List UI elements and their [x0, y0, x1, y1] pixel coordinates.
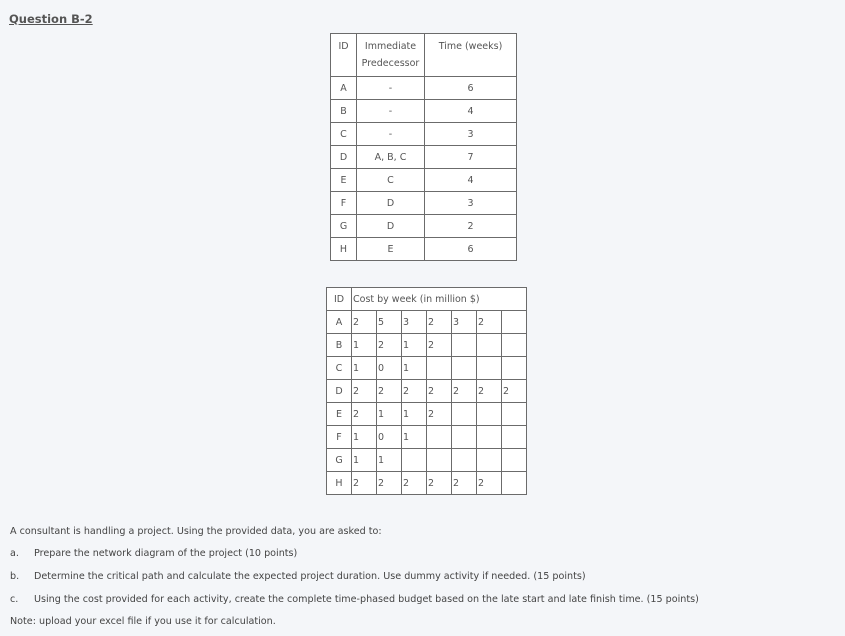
activity-id-cell: A	[331, 77, 357, 100]
cost-cell-week-5: 2	[452, 380, 477, 403]
cost-cell-week-7	[502, 403, 527, 426]
header-predecessor: Immediate Predecessor	[357, 34, 425, 77]
cost-cell-week-6	[477, 426, 502, 449]
activity-id-cell: E	[327, 403, 352, 426]
cost-cell-week-5	[452, 403, 477, 426]
cost-cell-week-2: 1	[377, 403, 402, 426]
predecessor-cell: A, B, C	[357, 146, 425, 169]
cost-cell-week-1: 1	[352, 357, 377, 380]
table-row	[331, 100, 517, 123]
predecessor-cell: D	[357, 192, 425, 215]
question-title: Question B-2	[9, 12, 93, 26]
predecessor-cell: D	[357, 215, 425, 238]
predecessor-cell: -	[357, 100, 425, 123]
cost-cell-week-7	[502, 472, 527, 495]
cost-cell-week-2: 2	[377, 472, 402, 495]
cost-cell-week-5	[452, 449, 477, 472]
time-cell: 2	[425, 215, 517, 238]
cost-cell-week-6	[477, 334, 502, 357]
cost-cell-week-6: 2	[477, 311, 502, 334]
cost-cell-week-3: 1	[402, 403, 427, 426]
table-row	[327, 311, 527, 334]
cost-cell-week-7: 2	[502, 380, 527, 403]
cost-cell-week-6	[477, 449, 502, 472]
activity-id-cell: C	[327, 357, 352, 380]
cost-cell-week-1: 1	[352, 426, 377, 449]
intro-text: A consultant is handling a project. Using the provided data, you are asked to:	[10, 526, 382, 537]
cost-cell-week-3: 3	[402, 311, 427, 334]
cost-cell-week-1: 2	[352, 403, 377, 426]
cost-cell-week-3: 2	[402, 380, 427, 403]
cost-cell-week-3: 2	[402, 472, 427, 495]
task-c-text: Using the cost provided for each activity, create the complete time-phased budget based on the late start and late finish time. (15 points)	[34, 594, 699, 605]
time-cell: 6	[425, 77, 517, 100]
table-row	[327, 426, 527, 449]
time-cell: 3	[425, 123, 517, 146]
cost-cell-week-6: 2	[477, 472, 502, 495]
table-row	[327, 380, 527, 403]
header-id: ID	[327, 288, 352, 311]
table-header-row	[331, 34, 517, 77]
task-b-text: Determine the critical path and calculate the expected project duration. Use dummy activity if needed. (15 points)	[34, 571, 586, 582]
cost-cell-week-2: 0	[377, 357, 402, 380]
predecessor-table	[330, 33, 517, 261]
time-cell: 3	[425, 192, 517, 215]
time-cell: 4	[425, 100, 517, 123]
cost-cell-week-6: 2	[477, 380, 502, 403]
activity-id-cell: F	[331, 192, 357, 215]
activity-id-cell: H	[327, 472, 352, 495]
cost-cell-week-3: 1	[402, 357, 427, 380]
activity-id-cell: E	[331, 169, 357, 192]
cost-cell-week-1: 2	[352, 472, 377, 495]
activity-id-cell: D	[327, 380, 352, 403]
cost-cell-week-3: 1	[402, 426, 427, 449]
cost-cell-week-2: 5	[377, 311, 402, 334]
activity-id-cell: F	[327, 426, 352, 449]
header-id: ID	[331, 34, 357, 77]
cost-cell-week-5	[452, 426, 477, 449]
cost-cell-week-4	[427, 357, 452, 380]
cost-cell-week-1: 1	[352, 449, 377, 472]
cost-cell-week-4: 2	[427, 380, 452, 403]
time-cell: 7	[425, 146, 517, 169]
cost-cell-week-5	[452, 357, 477, 380]
table-row	[327, 472, 527, 495]
table-row	[331, 123, 517, 146]
task-b-label: b.	[10, 571, 20, 582]
activity-id-cell: A	[327, 311, 352, 334]
table-row	[331, 192, 517, 215]
table-row	[331, 77, 517, 100]
task-c	[10, 594, 699, 605]
table-row	[331, 169, 517, 192]
cost-cell-week-2: 0	[377, 426, 402, 449]
activity-id-cell: G	[331, 215, 357, 238]
cost-cell-week-1: 1	[352, 334, 377, 357]
cost-cell-week-7	[502, 449, 527, 472]
predecessor-cell: E	[357, 238, 425, 261]
table-row	[331, 215, 517, 238]
activity-id-cell: B	[331, 100, 357, 123]
task-a-text: Prepare the network diagram of the project (10 points)	[34, 548, 298, 559]
cost-cell-week-5: 3	[452, 311, 477, 334]
table-row	[327, 449, 527, 472]
task-c-label: c.	[10, 594, 19, 605]
cost-cell-week-2: 2	[377, 380, 402, 403]
cost-cell-week-2: 1	[377, 449, 402, 472]
table-row	[327, 357, 527, 380]
cost-cell-week-1: 2	[352, 380, 377, 403]
cost-cell-week-2: 2	[377, 334, 402, 357]
cost-cell-week-5: 2	[452, 472, 477, 495]
cost-cell-week-3	[402, 449, 427, 472]
cost-cell-week-4	[427, 426, 452, 449]
cost-cell-week-7	[502, 426, 527, 449]
time-cell: 6	[425, 238, 517, 261]
activity-id-cell: B	[327, 334, 352, 357]
table-row	[331, 146, 517, 169]
cost-cell-week-5	[452, 334, 477, 357]
cost-cell-week-3: 1	[402, 334, 427, 357]
cost-cell-week-4: 2	[427, 472, 452, 495]
table-header-row	[327, 288, 527, 311]
task-a-label: a.	[10, 548, 19, 559]
activity-id-cell: C	[331, 123, 357, 146]
table-row	[327, 403, 527, 426]
cost-cell-week-6	[477, 403, 502, 426]
task-a	[10, 548, 297, 559]
task-b	[10, 571, 586, 582]
cost-cell-week-4	[427, 449, 452, 472]
cost-cell-week-4: 2	[427, 403, 452, 426]
table-row	[331, 238, 517, 261]
cost-cell-week-6	[477, 357, 502, 380]
time-cell: 4	[425, 169, 517, 192]
predecessor-cell: -	[357, 123, 425, 146]
predecessor-cell: C	[357, 169, 425, 192]
cost-cell-week-7	[502, 357, 527, 380]
table-row	[327, 334, 527, 357]
activity-id-cell: H	[331, 238, 357, 261]
cost-cell-week-1: 2	[352, 311, 377, 334]
cost-cell-week-4: 2	[427, 334, 452, 357]
activity-id-cell: G	[327, 449, 352, 472]
header-cost: Cost by week (in million $)	[352, 288, 527, 311]
cost-cell-week-7	[502, 311, 527, 334]
note-text: Note: upload your excel file if you use it for calculation.	[10, 616, 276, 627]
predecessor-cell: -	[357, 77, 425, 100]
header-time: Time (weeks)	[425, 34, 517, 77]
cost-table	[326, 287, 527, 495]
cost-cell-week-7	[502, 334, 527, 357]
cost-cell-week-4: 2	[427, 311, 452, 334]
activity-id-cell: D	[331, 146, 357, 169]
